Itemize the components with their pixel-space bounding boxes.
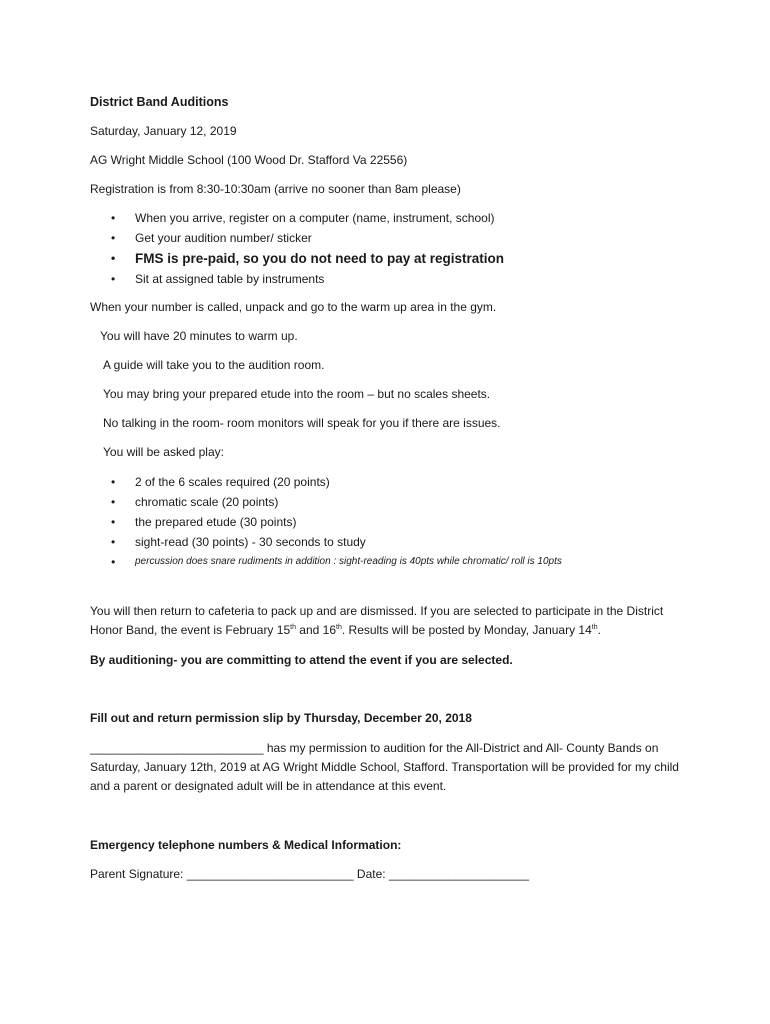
event-location: AG Wright Middle School (100 Wood Dr. Stafford Va 22556) <box>90 153 408 167</box>
list-item: • 2 of the 6 scales required (20 points) <box>111 472 690 492</box>
permission-heading: Fill out and return permission slip by Thursday, December 20, 2018 <box>90 711 472 725</box>
bullet-icon: • <box>111 231 116 245</box>
bullet-icon: • <box>111 555 116 569</box>
list-item-emphasis: • FMS is pre-paid, so you do not need to pay at registration <box>111 248 690 269</box>
asked-line: You will be asked play: <box>103 445 224 459</box>
etude-line: You may bring your prepared etude into the room – but no scales sheets. <box>103 387 491 401</box>
emergency-heading: Emergency telephone numbers & Medical Information: <box>90 838 402 852</box>
audition-list <box>90 472 690 572</box>
bullet-icon: • <box>111 211 116 225</box>
commitment-statement: By auditioning- you are committing to attend the event if you are selected. <box>90 653 513 667</box>
bullet-icon: • <box>111 535 116 549</box>
registration-list <box>90 208 690 289</box>
list-item: • When you arrive, register on a computer (name, instrument, school) <box>111 208 690 228</box>
number-called-line: When your number is called, unpack and go to the warm up area in the gym. <box>90 300 497 314</box>
list-item: • sight-read (30 points) - 30 seconds to study <box>111 532 690 552</box>
permission-paragraph: __________________________ has my permission to audition for the All-District and All- County Bands on Saturday, January 12th, 2019 at AG Wright Middle School, Stafford. Transportation will be provided for my child and a parent or designated adult will be in attendance at this event. <box>90 741 679 793</box>
document-page <box>90 94 690 882</box>
guide-line: A guide will take you to the audition room. <box>103 358 325 372</box>
list-item: • Sit at assigned table by instruments <box>111 269 690 289</box>
list-item: • chromatic scale (20 points) <box>111 492 690 512</box>
list-item-note: • percussion does snare rudiments in addition : sight-reading is 40pts while chromatic/ roll is 10pts <box>111 552 690 572</box>
bullet-icon: • <box>111 272 116 286</box>
event-date: Saturday, January 12, 2019 <box>90 124 237 138</box>
bullet-icon: • <box>111 251 116 265</box>
list-item: • the prepared etude (30 points) <box>111 512 690 532</box>
bullet-icon: • <box>111 475 116 489</box>
talking-line: No talking in the room- room monitors will speak for you if there are issues. <box>103 416 501 430</box>
warmup-line: You will have 20 minutes to warm up. <box>100 329 298 343</box>
return-paragraph: You will then return to cafeteria to pack up and are dismissed. If you are selected to participate in the District Honor Band, the event is February 15th and 16th. Results will be posted by Monday, January 14th. <box>90 604 664 637</box>
document-title: District Band Auditions <box>90 95 229 109</box>
bullet-icon: • <box>111 515 116 529</box>
bullet-icon: • <box>111 495 116 509</box>
list-item: • Get your audition number/ sticker <box>111 228 690 248</box>
registration-time: Registration is from 8:30-10:30am (arrive no sooner than 8am please) <box>90 182 461 196</box>
signature-line[interactable]: Parent Signature: _________________________ Date: _____________________ <box>90 867 530 881</box>
